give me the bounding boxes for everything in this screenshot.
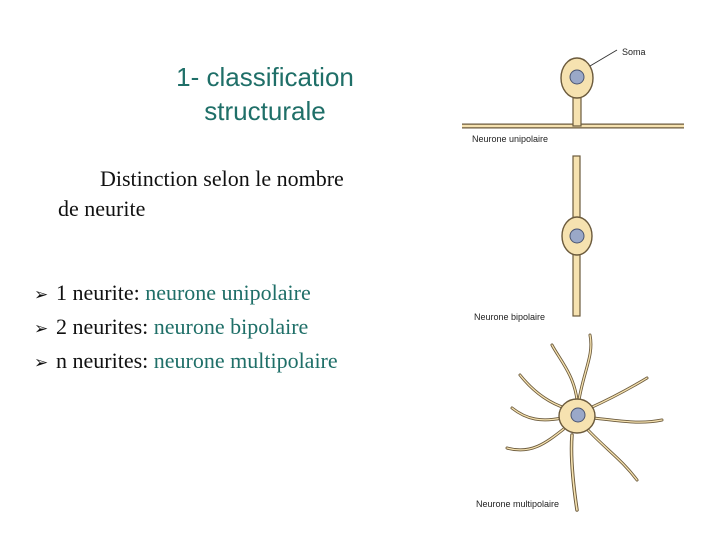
bipolar-axon (573, 252, 580, 316)
soma-pointer (590, 50, 617, 66)
bullet-prefix: 2 neurites: (56, 314, 154, 339)
multipolar-dendrite (512, 408, 562, 420)
bullet-highlight: neurone unipolaire (145, 280, 311, 305)
unipolar-label: Neurone unipolaire (472, 134, 549, 144)
title-line-1: 1- classification (176, 62, 354, 92)
multipolar-dendrite (552, 345, 577, 400)
bullet-item-unipolar (34, 277, 454, 311)
intro-line-2: de neurite (58, 196, 146, 221)
multipolar-label: Neurone multipolaire (476, 499, 560, 509)
bullet-highlight: neurone bipolaire (153, 314, 309, 339)
intro-text (58, 164, 448, 224)
bipolar-neuron (562, 156, 592, 316)
bullet-item-bipolar (34, 311, 454, 345)
bullet-highlight: neurone multipolaire (153, 348, 338, 373)
bipolar-label: Neurone bipolaire (474, 312, 546, 322)
multipolar-dendrite (520, 375, 565, 408)
unipolar-nucleus (570, 70, 584, 84)
multipolar-nucleus (571, 408, 585, 422)
bipolar-dendrite (573, 156, 580, 222)
bullet-prefix: n neurites: (56, 348, 154, 373)
arrow-bullet-icon: ➢ (34, 319, 49, 339)
arrow-bullet-icon: ➢ (34, 353, 49, 373)
arrow-bullet-icon: ➢ (34, 285, 49, 305)
unipolar-neuron (462, 50, 684, 126)
neuron-figure (462, 30, 702, 520)
title-line-2: structurale (204, 96, 326, 126)
intro-line-1: Distinction selon le nombre (100, 166, 344, 191)
bullet-prefix: 1 neurite: (56, 280, 146, 305)
bipolar-nucleus (570, 229, 584, 243)
bullet-list (34, 277, 454, 379)
neuron-diagram (462, 30, 702, 520)
bullet-item-multipolar (34, 345, 454, 379)
soma-label: Soma (622, 47, 646, 57)
slide-title (100, 60, 430, 128)
